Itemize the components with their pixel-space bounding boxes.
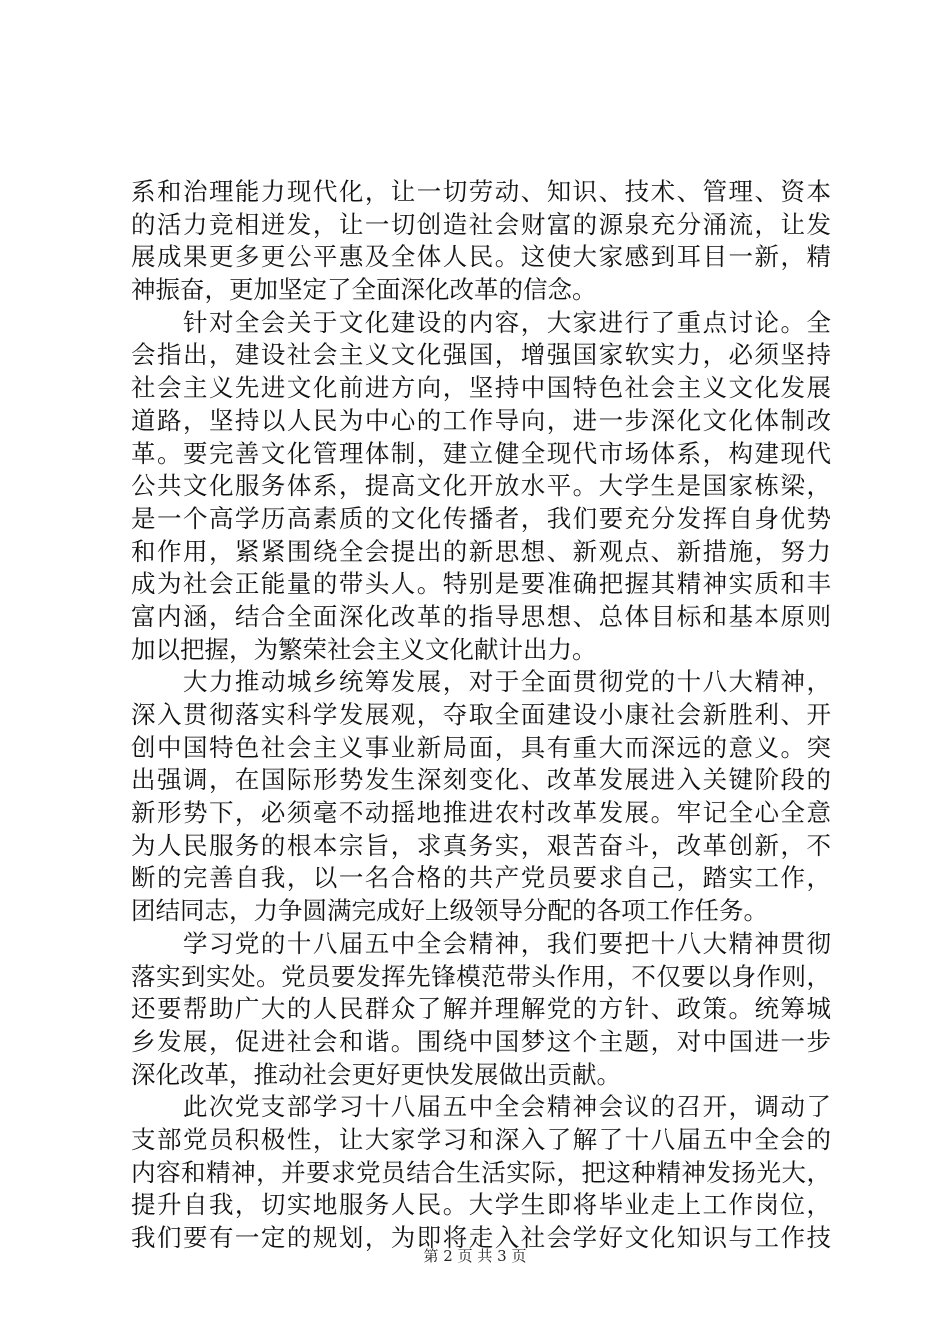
text-line: 深化改革，推动社会更好更快发展做出贡献。 <box>131 1059 621 1089</box>
text-line: 加以把握，为繁荣社会主义文化献计出力。 <box>131 634 597 664</box>
text-line: 创中国特色社会主义事业新局面，具有重大而深远的意义。突 <box>131 732 831 762</box>
document-body <box>131 176 831 1255</box>
page-footer: 第 2 页 共 3 页 <box>423 1247 527 1265</box>
text-line: 成为社会正能量的带头人。特别是要准确把握其精神实质和丰 <box>131 569 831 599</box>
text-line: 团结同志，力争圆满完成好上级领导分配的各项工作任务。 <box>131 896 768 926</box>
text-line: 公共文化服务体系，提高文化开放水平。大学生是国家栋梁， <box>131 471 831 501</box>
text-line: 内容和精神，并要求党员结合生活实际，把这种精神发扬光大， <box>131 1157 831 1187</box>
text-line: 落实到实处。党员要发挥先锋模范带头作用，不仅要以身作则， <box>131 961 831 991</box>
text-line: 的活力竞相迸发，让一切创造社会财富的源泉充分涌流，让发 <box>131 209 831 239</box>
text-line: 还要帮助广大的人民群众了解并理解党的方针、政策。统筹城 <box>131 994 831 1024</box>
text-line: 支部党员积极性，让大家学习和深入了解了十八届五中全会的 <box>131 1124 831 1154</box>
text-line: 为人民服务的根本宗旨，求真务实，艰苦奋斗，改革创新，不 <box>131 830 831 860</box>
text-line: 展成果更多更公平惠及全体人民。这使大家感到耳目一新，精 <box>131 242 831 272</box>
text-line: 社会主义先进文化前进方向，坚持中国特色社会主义文化发展 <box>131 373 831 403</box>
text-line: 此次党支部学习十八届五中全会精神会议的召开，调动了 <box>131 1092 831 1122</box>
text-line: 新形势下，必须毫不动摇地推进农村改革发展。牢记全心全意 <box>131 798 831 828</box>
text-line: 系和治理能力现代化，让一切劳动、知识、技术、管理、资本 <box>131 177 831 206</box>
text-line: 断的完善自我，以一名合格的共产党员要求自己，踏实工作， <box>131 863 831 893</box>
text-line: 和作用，紧紧围绕全会提出的新思想、新观点、新措施，努力 <box>131 536 831 566</box>
text-line: 学习党的十八届五中全会精神，我们要把十八大精神贯彻 <box>131 928 831 958</box>
text-line: 深入贯彻落实科学发展观，夺取全面建设小康社会新胜利、开 <box>131 700 831 729</box>
text-line: 提升自我，切实地服务人民。大学生即将毕业走上工作岗位， <box>131 1190 831 1220</box>
text-line: 神振奋，更加坚定了全面深化改革的信念。 <box>131 275 597 305</box>
text-line: 出强调，在国际形势发生深刻变化、改革发展进入关键阶段的 <box>131 765 831 795</box>
text-line: 乡发展，促进社会和谐。围绕中国梦这个主题，对中国进一步 <box>131 1026 831 1056</box>
text-line: 富内涵，结合全面深化改革的指导思想、总体目标和基本原则 <box>131 601 831 631</box>
text-line: 大力推动城乡统筹发展，对于全面贯彻党的十八大精神， <box>131 667 831 697</box>
text-line: 道路，坚持以人民为中心的工作导向，进一步深化文化体制改 <box>131 405 831 435</box>
text-line: 针对全会关于文化建设的内容，大家进行了重点讨论。全 <box>131 307 831 337</box>
text-line: 革。要完善文化管理体制，建立健全现代市场体系，构建现代 <box>131 438 831 468</box>
text-line: 我们要有一定的规划，为即将走入社会学好文化知识与工作技 <box>131 1223 831 1252</box>
text-line: 会指出，建设社会主义文化强国，增强国家软实力，必须坚持 <box>131 340 831 370</box>
text-line: 是一个高学历高素质的文化传播者，我们要充分发挥自身优势 <box>131 503 831 533</box>
